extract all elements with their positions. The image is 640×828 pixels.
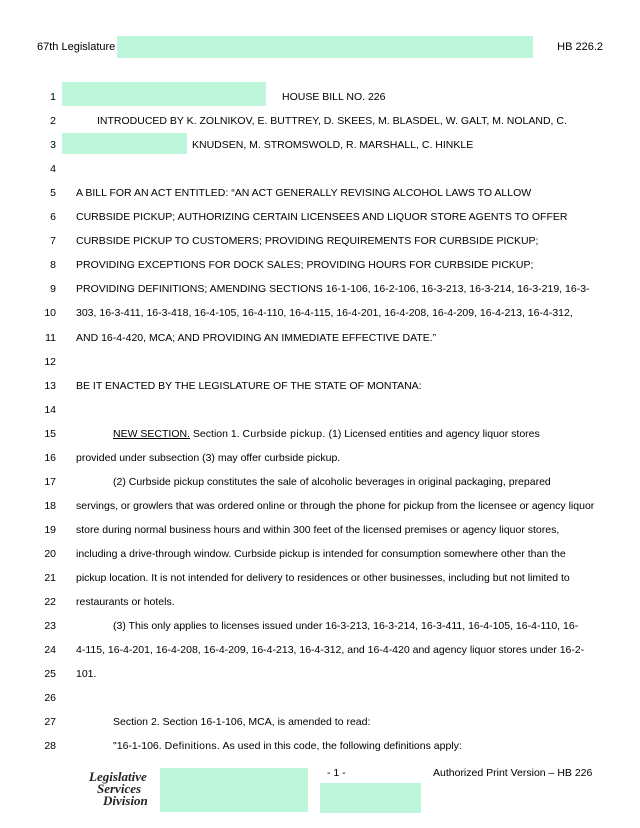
- line-number: 15: [44, 428, 56, 440]
- text-run: CURBSIDE PICKUP TO CUSTOMERS; PROVIDING REQUIREMENTS FOR CURBSIDE PICKUP;: [76, 235, 539, 247]
- line-number: 23: [44, 620, 56, 632]
- text-run: AND 16-4-420, MCA; AND PROVIDING AN IMMEDIATE EFFECTIVE DATE.”: [76, 332, 437, 344]
- authorized-print-version: Authorized Print Version – HB 226: [433, 767, 593, 779]
- text-run: INTRODUCED BY K. ZOLNIKOV, E. BUTTREY, D. SKEES, M. BLASDEL, W. GALT, M. NOLAND, C.: [97, 115, 567, 127]
- line-text: [76, 572, 570, 584]
- line-number: 25: [44, 668, 56, 680]
- text-run: HOUSE BILL NO. 226: [282, 91, 386, 103]
- line-number: 5: [50, 187, 56, 199]
- line-number: 20: [44, 548, 56, 560]
- header-bill-number: HB 226.2: [557, 41, 603, 53]
- line-text: [76, 307, 573, 319]
- line-text: [113, 620, 578, 632]
- text-run: provided under subsection (3) may offer curbside pickup.: [76, 452, 341, 464]
- logo-line: Legislative: [89, 769, 147, 784]
- text-run: As used in this code, the following definitions apply:: [220, 740, 462, 752]
- line-text: [76, 668, 96, 680]
- line-number: 22: [44, 596, 56, 608]
- line-number: 19: [44, 524, 56, 536]
- line-number: 24: [44, 644, 56, 656]
- line-number: 13: [44, 380, 56, 392]
- line-text: [76, 548, 566, 560]
- line-number: 8: [50, 259, 56, 271]
- line-number: 26: [44, 692, 56, 704]
- line-number: 3: [50, 139, 56, 151]
- legislative-services-logo: [87, 769, 157, 815]
- line-text: [76, 380, 422, 392]
- line-number: 4: [50, 163, 56, 175]
- line-text: [113, 476, 551, 488]
- line-text: [76, 283, 590, 295]
- line-text: [76, 211, 567, 223]
- redaction-highlight: [62, 133, 187, 154]
- line-number: 17: [44, 476, 56, 488]
- line-number: 1: [50, 91, 56, 103]
- section-heading: Definitions.: [164, 740, 221, 752]
- text-run: 303, 16-3-411, 16-3-418, 16-4-105, 16-4-110, 16-4-115, 16-4-201, 16-4-208, 16-4-209, 16-4-213, 16-4-312,: [76, 307, 573, 319]
- line-text: [76, 187, 531, 199]
- text-run: Section 1.: [190, 428, 243, 440]
- text-run: store during normal business hours and within 300 feet of the licensed premises or agency liquor stores,: [76, 524, 560, 536]
- redaction-highlight: [62, 82, 266, 106]
- line-number: 7: [50, 235, 56, 247]
- line-text: [76, 596, 175, 608]
- text-run: Section 2. Section 16-1-106, MCA, is amended to read:: [113, 716, 371, 728]
- line-number: 9: [50, 283, 56, 295]
- line-number: 14: [44, 404, 56, 416]
- text-run: 101.: [76, 668, 97, 680]
- line-text: [113, 428, 540, 440]
- line-text: [76, 524, 559, 536]
- line-number: 27: [44, 716, 56, 728]
- line-text: [76, 644, 584, 656]
- line-text: [97, 115, 567, 127]
- logo-line: Division: [103, 793, 148, 808]
- line-number: 10: [44, 307, 56, 319]
- line-text: [76, 259, 533, 271]
- line-text: [76, 235, 538, 247]
- text-run: 4-115, 16-4-201, 16-4-208, 16-4-209, 16-4-213, 16-4-312, and 16-4-420 and agency liquor stores under 16-2-: [76, 644, 585, 656]
- header-legislature: 67th Legislature: [37, 41, 116, 53]
- line-text: [76, 500, 594, 512]
- redaction-highlight: [117, 36, 533, 58]
- line-text: [113, 740, 462, 752]
- redaction-highlight: [160, 768, 308, 812]
- text-run: servings, or growlers that was ordered online or through the phone for pickup from the licensee or agency liquor: [76, 500, 595, 512]
- text-run: A BILL FOR AN ACT ENTITLED: “AN ACT GENERALLY REVISING ALCOHOL LAWS TO ALLOW: [76, 187, 532, 199]
- text-run: BE IT ENACTED BY THE LEGISLATURE OF THE STATE OF MONTANA:: [76, 380, 422, 392]
- logo-line: Services: [97, 781, 142, 796]
- line-number: 2: [50, 115, 56, 127]
- line-text: [76, 452, 340, 464]
- line-number: 11: [45, 332, 56, 344]
- line-number: 6: [50, 211, 56, 223]
- text-run: (1) Licensed entities and agency liquor stores: [325, 428, 540, 440]
- line-number: 18: [44, 500, 56, 512]
- page-number: - 1 -: [327, 767, 346, 779]
- text-run: pickup location. It is not intended for delivery to residences or other businesses, including but not limited to: [76, 572, 570, 584]
- redaction-highlight: [320, 783, 421, 813]
- line-number: 16: [44, 452, 56, 464]
- text-run: (2) Curbside pickup constitutes the sale of alcoholic beverages in original packaging, prepared: [113, 476, 551, 488]
- text-run: PROVIDING DEFINITIONS; AMENDING SECTIONS 16-1-106, 16-2-106, 16-3-213, 16-3-214, 16-3-219, 16-3-: [76, 283, 590, 295]
- text-run: including a drive-through window. Curbside pickup is intended for consumption somewhere other than the: [76, 548, 566, 560]
- line-number: 21: [44, 572, 56, 584]
- text-run: restaurants or hotels.: [76, 596, 175, 608]
- line-text: [76, 332, 436, 344]
- line-number: 12: [44, 356, 56, 368]
- text-run: (3) This only applies to licenses issued under 16-3-213, 16-3-214, 16-3-411, 16-4-105, 16-4-110, 16-: [113, 620, 579, 632]
- line-text: [282, 91, 386, 103]
- text-run: "16-1-106.: [113, 740, 165, 752]
- text-run: KNUDSEN, M. STROMSWOLD, R. MARSHALL, C. HINKLE: [192, 139, 474, 151]
- new-section-marker: NEW SECTION.: [113, 428, 191, 440]
- line-text: [192, 139, 473, 151]
- text-run: PROVIDING EXCEPTIONS FOR DOCK SALES; PROVIDING HOURS FOR CURBSIDE PICKUP;: [76, 259, 534, 271]
- section-heading: Curbside pickup.: [242, 428, 326, 440]
- text-run: CURBSIDE PICKUP; AUTHORIZING CERTAIN LICENSEES AND LIQUOR STORE AGENTS TO OFFER: [76, 211, 568, 223]
- line-text: [113, 716, 370, 728]
- line-number: 28: [44, 740, 56, 752]
